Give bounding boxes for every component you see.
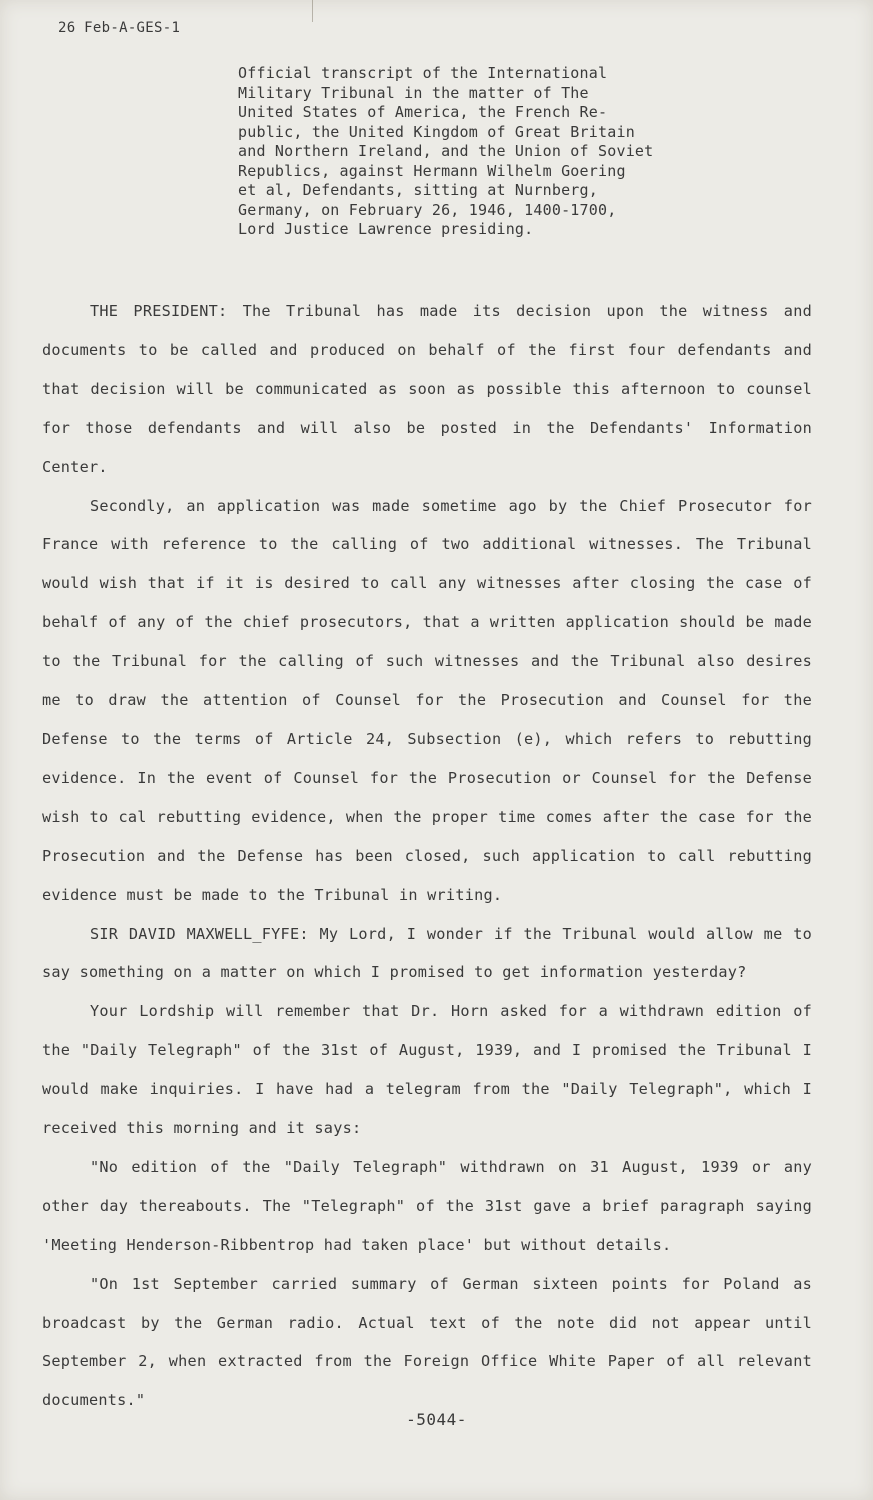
header-line: public, the United Kingdom of Great Britain [238, 122, 635, 141]
header-line: United States of America, the French Re- [238, 103, 608, 121]
page-number: -5044- [406, 1410, 467, 1429]
header-line: and Northern Ireland, and the Union of Soviet [238, 142, 654, 160]
header-line: Military Tribunal in the matter of The [238, 83, 589, 102]
paragraph-lordship: Your Lordship will remember that Dr. Horn asked for a withdrawn edition of the "Daily Telegraph" of the 31st of August, 1939, and I promised the Tribunal I would make inquiries. I have had a telegram from the "Daily Telegraph", which I received this morning and it says: [42, 1002, 812, 1138]
header-line: Official transcript of the International [238, 64, 608, 82]
paragraph-president: THE PRESIDENT: The Tribunal has made its decision upon the witness and documents to be called and produced on behalf of the first four defendants and that decision will be communicated as soon as possible this afternoon to counsel for those defendants and will also be posted in the Defendants' Information Center. [42, 302, 812, 476]
header-line: et al, Defendants, sitting at Nurnberg, [238, 181, 598, 199]
header-line: Lord Justice Lawrence presiding. [238, 220, 534, 238]
header-line: Germany, on February 26, 1946, 1400-1700, [238, 200, 617, 219]
paragraph-quote-2: "On 1st September carried summary of German sixteen points for Poland as broadcast by the German radio. Actual text of the note did not appear until September 2, when extracted from the Foreign Office White Paper of all relevant documents." [42, 1274, 812, 1410]
paragraph-maxwell-fyfe: SIR DAVID MAXWELL_FYFE: My Lord, I wonder if the Tribunal would allow me to say something on a matter on which I promised to get information yesterday? [42, 924, 812, 982]
paragraph-quote-1: "No edition of the "Daily Telegraph" withdrawn on 31 August, 1939 or any other day thereabouts. The "Telegraph" of the 31st gave a brief paragraph saying 'Meeting Henderson-Ribbentrop had taken place' but without details. [42, 1157, 812, 1254]
transcript-header [238, 64, 708, 240]
transcript-body [42, 292, 812, 1420]
paragraph-secondly: Secondly, an application was made sometime ago by the Chief Prosecutor for France with reference to the calling of two additional witnesses. The Tribunal would wish that if it is desired to call any witnesses after closing the case of behalf of any of the chief prosecutors, that a written application should be made to the Tribunal for the calling of such witnesses and the Tribunal also desires me to draw the attention of Counsel for the Prosecution and Counsel for the Defense to the terms of Article 24, Subsection (e), which refers to rebutting evidence. In the event of Counsel for the Prosecution or Counsel for the Defense wish to cal rebutting evidence, when the proper time comes after the case for the Prosecution and the Defense has been closed, such application to call rebutting evidence must be made to the Tribunal in writing. [42, 496, 812, 904]
edge-mark [312, 0, 313, 22]
document-id: 26 Feb-A-GES-1 [58, 20, 181, 36]
header-line: Republics, against Hermann Wilhelm Goering [238, 161, 626, 180]
